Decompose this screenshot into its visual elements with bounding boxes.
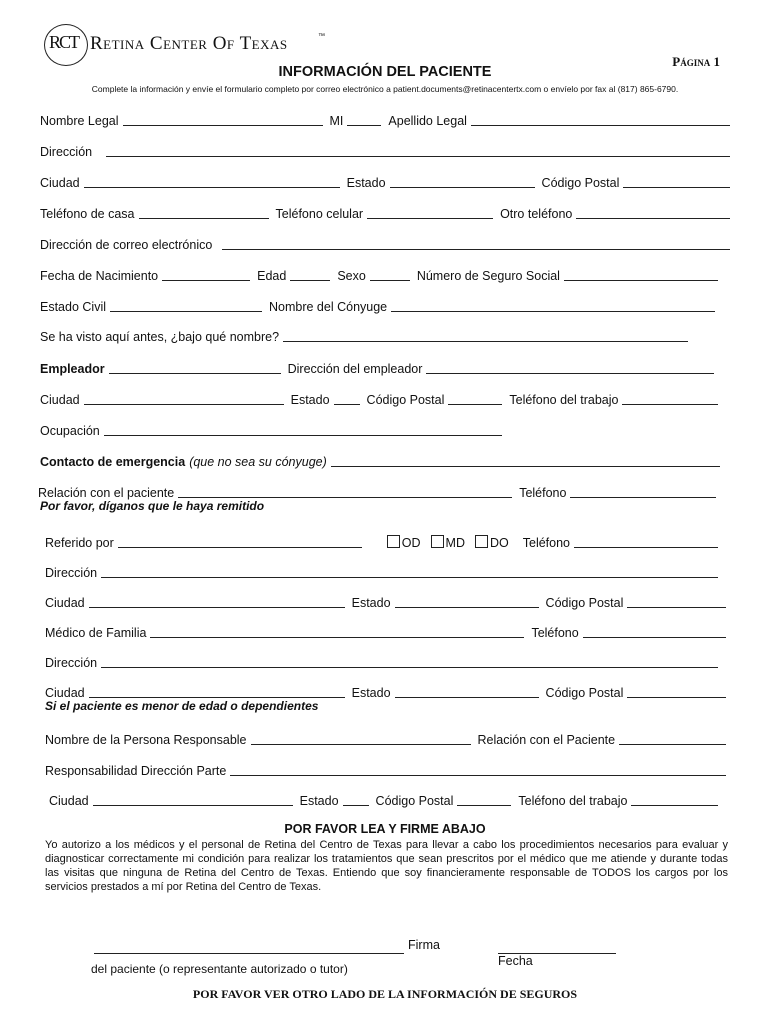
- emergency-relation-field[interactable]: [178, 485, 512, 498]
- email-field[interactable]: [222, 237, 730, 250]
- marital-field[interactable]: [110, 299, 262, 312]
- referred-by-row: [45, 532, 718, 550]
- date-label: Fecha: [498, 954, 533, 968]
- responsible-address-field[interactable]: [230, 763, 726, 776]
- home-phone-field[interactable]: [139, 206, 269, 219]
- family-doctor-state-label: Estado: [351, 686, 391, 700]
- family-doctor-city-label: Ciudad: [45, 686, 85, 700]
- other-phone-field[interactable]: [576, 206, 730, 219]
- occupation-field[interactable]: [104, 423, 502, 436]
- consent-heading: POR FAVOR LEA Y FIRME ABAJO: [284, 822, 486, 836]
- spouse-field[interactable]: [391, 299, 715, 312]
- email-label: Dirección de correo electrónico: [40, 238, 213, 252]
- employer-address-label: Dirección del empleador: [287, 362, 423, 376]
- employer-city-row: [40, 389, 718, 407]
- referral-city-row: [45, 592, 726, 610]
- dob-row: [40, 265, 718, 283]
- dob-field[interactable]: [162, 268, 250, 281]
- seen-before-label: Se ha visto aquí antes, ¿bajo qué nombre?: [40, 330, 280, 344]
- state-label: Estado: [346, 176, 386, 190]
- family-doctor-phone-label: Teléfono: [531, 626, 579, 640]
- referral-phone-label: Teléfono: [522, 536, 571, 550]
- family-doctor-zip-label: Código Postal: [545, 686, 624, 700]
- responsible-relation-field[interactable]: [619, 732, 726, 745]
- marital-label: Estado Civil: [40, 300, 106, 314]
- emergency-contact-label: Contacto de emergencia: [40, 455, 186, 469]
- family-doctor-city-row: [45, 682, 726, 700]
- name-row: [40, 110, 730, 128]
- md-checkbox[interactable]: [431, 535, 444, 548]
- referral-zip-field[interactable]: [627, 595, 726, 608]
- signature-label: Firma: [408, 938, 440, 952]
- responsible-state-field[interactable]: [343, 793, 369, 806]
- occupation-label: Ocupación: [40, 424, 100, 438]
- other-phone-label: Otro teléfono: [500, 207, 573, 221]
- family-doctor-city-field[interactable]: [89, 685, 345, 698]
- address-row: [40, 141, 730, 159]
- responsible-address-row: [45, 760, 726, 778]
- md-label: MD: [445, 536, 465, 550]
- emergency-phone-label: Teléfono: [519, 486, 567, 500]
- zip-label: Código Postal: [541, 176, 620, 190]
- signature-field[interactable]: [94, 952, 404, 954]
- responsible-work-phone-label: Teléfono del trabajo: [518, 794, 628, 808]
- referred-by-field[interactable]: [118, 535, 362, 548]
- sex-label: Sexo: [337, 269, 366, 283]
- city-row: [40, 172, 730, 190]
- seen-before-row: [40, 326, 688, 344]
- trademark-mark: ™: [318, 33, 325, 40]
- age-field[interactable]: [290, 268, 330, 281]
- age-label: Edad: [257, 269, 287, 283]
- responsible-zip-field[interactable]: [457, 793, 511, 806]
- referral-address-row: [45, 562, 718, 580]
- responsible-city-row: [49, 790, 718, 808]
- mi-field[interactable]: [347, 113, 381, 126]
- responsible-city-label: Ciudad: [49, 794, 89, 808]
- zip-field[interactable]: [623, 175, 730, 188]
- employer-state-field[interactable]: [334, 392, 360, 405]
- mi-label: MI: [329, 114, 344, 128]
- responsible-relation-label: Relación con el Paciente: [477, 733, 616, 747]
- employer-state-label: Estado: [290, 393, 330, 407]
- address-field[interactable]: [106, 144, 730, 157]
- employer-label: Empleador: [40, 362, 105, 376]
- referral-city-field[interactable]: [89, 595, 345, 608]
- work-phone-label: Teléfono del trabajo: [509, 393, 619, 407]
- city-label: Ciudad: [40, 176, 80, 190]
- last-name-field[interactable]: [471, 113, 730, 126]
- home-phone-label: Teléfono de casa: [40, 207, 135, 221]
- referral-city-label: Ciudad: [45, 596, 85, 610]
- email-row: [40, 234, 730, 252]
- family-doctor-field[interactable]: [150, 625, 524, 638]
- family-doctor-address-field[interactable]: [101, 655, 718, 668]
- responsible-address-label: Responsabilidad Dirección Parte: [45, 764, 227, 778]
- od-label: OD: [401, 536, 421, 550]
- emergency-relation-label: Relación con el paciente: [38, 486, 175, 500]
- ssn-field[interactable]: [564, 268, 718, 281]
- referral-address-field[interactable]: [101, 565, 718, 578]
- sex-field[interactable]: [370, 268, 410, 281]
- logo-letters: RCT: [49, 32, 79, 52]
- employer-field[interactable]: [109, 361, 281, 374]
- do-label: DO: [490, 536, 509, 550]
- state-field[interactable]: [390, 175, 535, 188]
- form-instructions: Complete la información y envíe el formulario completo por correo electrónico a patient.documents@retinacentertx.com o envíelo por fax al (817) 865-6790.: [91, 84, 679, 94]
- referral-state-label: Estado: [351, 596, 391, 610]
- emergency-phone-field[interactable]: [570, 485, 716, 498]
- od-checkbox[interactable]: [387, 535, 400, 548]
- family-doctor-address-row: [45, 652, 718, 670]
- consent-text: Yo autorizo a los médicos y el personal de Retina del Centro de Texas para llevar a cabo los procedimientos necesarios para evaluar y diagnosticar correctamente mi condición para realizar los tratamientos que sean prescritos por el médico que me atiende y durante todas las visitas que ninguna de Retina del Centro de Texas. Entiendo que soy financieramente responsable de TODOS los cargos por los servicios prestados a mí por Retina del Centro de Texas.: [45, 839, 728, 893]
- referral-section-heading: Por favor, díganos que le haya remitido: [40, 499, 265, 513]
- cell-phone-label: Teléfono celular: [275, 207, 364, 221]
- responsible-city-field[interactable]: [93, 793, 293, 806]
- footer-note: POR FAVOR VER OTRO LADO DE LA INFORMACIÓN DE SEGUROS: [192, 987, 578, 1001]
- family-doctor-label: Médico de Familia: [45, 626, 147, 640]
- address-label: Dirección: [40, 145, 93, 159]
- emergency-relation-row: [38, 482, 716, 500]
- responsible-state-label: Estado: [299, 794, 339, 808]
- legal-name-label: Nombre Legal: [40, 114, 119, 128]
- referral-state-field[interactable]: [395, 595, 539, 608]
- family-doctor-state-field[interactable]: [395, 685, 539, 698]
- responsible-label: Nombre de la Persona Responsable: [45, 733, 247, 747]
- dob-label: Fecha de Nacimiento: [40, 269, 159, 283]
- employer-address-field[interactable]: [426, 361, 714, 374]
- employer-city-field[interactable]: [84, 392, 284, 405]
- city-field[interactable]: [84, 175, 340, 188]
- cell-phone-field[interactable]: [367, 206, 493, 219]
- employer-zip-label: Código Postal: [366, 393, 445, 407]
- referred-by-label: Referido por: [45, 536, 114, 550]
- employer-city-label: Ciudad: [40, 393, 80, 407]
- emergency-contact-field[interactable]: [331, 454, 720, 467]
- employer-row: [40, 358, 714, 376]
- signature-note: del paciente (o representante autorizado o tutor): [91, 962, 348, 976]
- last-name-label: Apellido Legal: [388, 114, 467, 128]
- seen-before-field[interactable]: [283, 329, 688, 342]
- referral-zip-label: Código Postal: [545, 596, 624, 610]
- responsible-row: [45, 729, 726, 747]
- organization-name: Retina Center Of Texas: [90, 33, 288, 54]
- minor-section-heading: Si el paciente es menor de edad o dependientes: [45, 699, 319, 713]
- referral-address-label: Dirección: [45, 566, 98, 580]
- employer-zip-field[interactable]: [448, 392, 502, 405]
- emergency-row: [40, 451, 720, 469]
- family-doctor-address-label: Dirección: [45, 656, 98, 670]
- occupation-row: [40, 420, 502, 438]
- emergency-contact-note: (que no sea su cónyuge): [189, 455, 327, 469]
- legal-name-field[interactable]: [123, 113, 323, 126]
- phones-row: [40, 203, 730, 221]
- family-doctor-phone-field[interactable]: [583, 625, 726, 638]
- family-doctor-row: [45, 622, 726, 640]
- ssn-label: Número de Seguro Social: [416, 269, 560, 283]
- family-doctor-zip-field[interactable]: [627, 685, 726, 698]
- spouse-label: Nombre del Cónyuge: [269, 300, 388, 314]
- responsible-zip-label: Código Postal: [375, 794, 454, 808]
- work-phone-field[interactable]: [622, 392, 718, 405]
- referral-phone-field[interactable]: [574, 535, 718, 548]
- marital-row: [40, 296, 715, 314]
- form-title: INFORMACIÓN DEL PACIENTE: [278, 64, 492, 80]
- do-checkbox[interactable]: [475, 535, 488, 548]
- page-number: Página 1: [672, 54, 720, 69]
- responsible-work-phone-field[interactable]: [631, 793, 718, 806]
- responsible-field[interactable]: [251, 732, 471, 745]
